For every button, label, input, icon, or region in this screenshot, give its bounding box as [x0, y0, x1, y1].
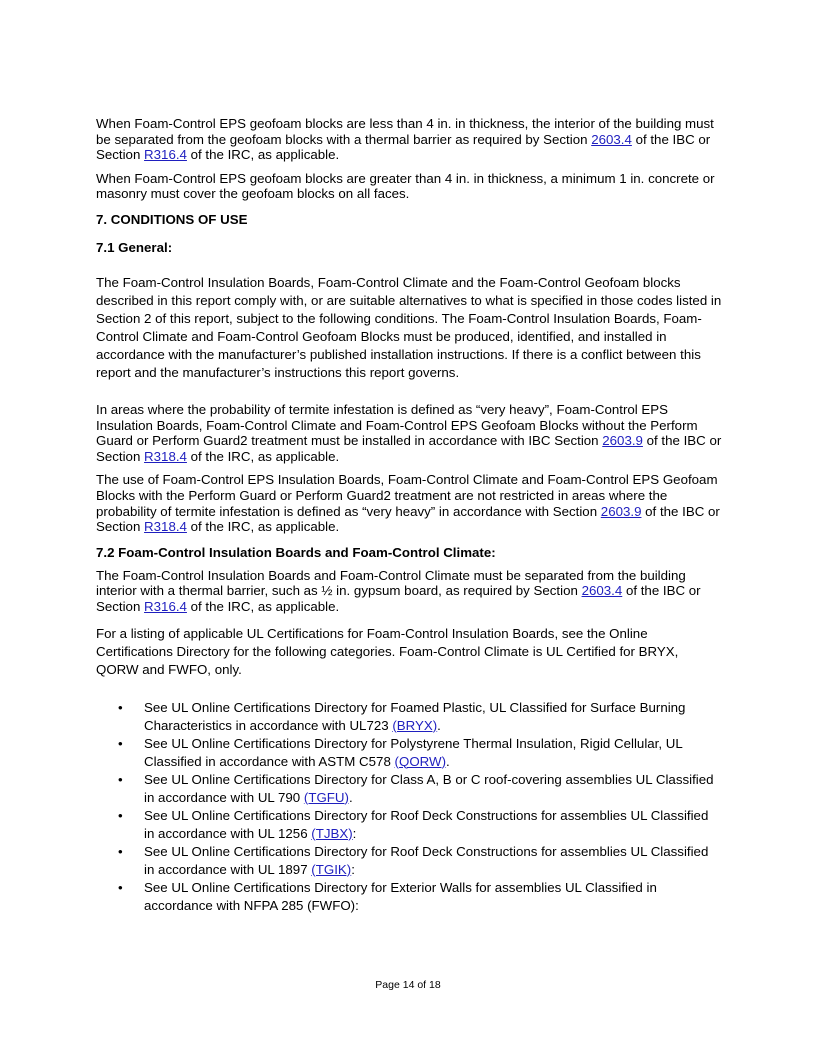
page-number-footer: Page 14 of 18 — [375, 979, 441, 991]
subsection-heading-insulation-boards: 7.2 Foam-Control Insulation Boards and Foam-Control Climate: — [96, 544, 496, 560]
bullet-icon: • — [118, 843, 123, 859]
list-item: • See UL Online Certifications Directory for Roof Deck Constructions for assemblies UL Classified in accordance with UL 1256 (TJBX): — [118, 807, 709, 841]
list-item: • See UL Online Certifications Directory for Exterior Walls for assemblies UL Classified in accordance with NFPA 285 (FWFO): — [118, 879, 657, 913]
list-item: • See UL Online Certifications Directory for Class A, B or C roof-covering assemblies UL Classified in accordance with UL 790 (TGFU). — [118, 771, 714, 805]
link-ibc-2603-9[interactable]: 2603.9 — [600, 503, 642, 519]
paragraph-general-compliance: The Foam-Control Insulation Boards, Foam-Control Climate and the Foam-Control Geofoam blocks described in this report comply with, or are suitable alternatives to what is specified in those codes listed in Section 2 of this report, subject to the following conditions. The Foam-Control Insulation Boards, Foam-Control Climate and Foam-Control Geofoam Blocks must be produced, identified, and installed in accordance with the manufacturer’s published installation instructions. If there is a conflict between this report and the manufacturer’s instructions this report governs. — [96, 274, 722, 380]
list-item: • See UL Online Certifications Directory for Foamed Plastic, UL Classified for Surface Burning Characteristics in accordance with UL723 (BRYX). — [118, 699, 686, 733]
paragraph-ul-listing: For a listing of applicable UL Certifications for Foam-Control Insulation Boards, see the Online Certifications Directory for the following categories. Foam-Control Climate is UL Certified for BRYX, QORW and FWFO, only. — [96, 625, 679, 677]
link-tjbx[interactable]: (TJBX) — [311, 825, 353, 841]
paragraph-termite-untreated: In areas where the probability of termite infestation is defined as “very heavy”, Foam-Control EPS Insulation Boards, Foam-Control Climate and Foam-Control EPS Geofoam Blocks without the Perform Guard or Perform Guard2 treatment must be installed in accordance with IBC Section 2603.9 of the IBC or Section R318.4 of the IRC, as applicable. — [96, 401, 722, 464]
link-ibc-2603-4[interactable]: 2603.4 — [591, 131, 632, 147]
ul-certifications-list — [96, 699, 722, 915]
paragraph-geofoam-thick: When Foam-Control EPS geofoam blocks are greater than 4 in. in thickness, a minimum 1 in. concrete or masonry must cover the geofoam blocks on all faces. — [96, 170, 715, 202]
paragraph-termite-treated: The use of Foam-Control EPS Insulation Boards, Foam-Control Climate and Foam-Control EPS Geofoam Blocks with the Perform Guard or Perform Guard2 treatment are not restricted in areas where the probability of termite infestation is defined as “very heavy” in accordance with Section 2603.9 of the IBC or Section R318.4 of the IRC, as applicable. — [96, 472, 720, 535]
paragraph-thermal-barrier: The Foam-Control Insulation Boards and Foam-Control Climate must be separated from the building interior with a thermal barrier, such as ½ in. gypsum board, as required by Section 2603.4 of the IBC or Section R316.4 of the IRC, as applicable. — [96, 567, 701, 614]
section-heading-conditions-of-use: 7. CONDITIONS OF USE — [96, 211, 248, 227]
link-irc-r316-4[interactable]: R316.4 — [144, 147, 187, 163]
link-bryx[interactable]: (BRYX) — [392, 717, 438, 733]
page-body — [96, 116, 722, 915]
list-item: • See UL Online Certifications Directory for Roof Deck Constructions for assemblies UL Classified in accordance with UL 1897 (TGIK): — [118, 843, 709, 877]
bullet-icon: • — [118, 699, 123, 715]
paragraph-geofoam-thin: When Foam-Control EPS geofoam blocks are less than 4 in. in thickness, the interior of the building must be separated from the geofoam blocks with a thermal barrier as required by Section 2603.4 of the IBC or Section R316.4 of the IRC, as applicable. — [96, 116, 714, 163]
link-tgik[interactable]: (TGIK) — [311, 861, 352, 877]
link-irc-r318-4[interactable]: R318.4 — [144, 519, 187, 535]
link-tgfu[interactable]: (TGFU) — [303, 789, 349, 805]
bullet-icon: • — [118, 771, 123, 787]
list-item: • See UL Online Certifications Directory for Polystyrene Thermal Insulation, Rigid Cellular, UL Classified in accordance with ASTM C578 (QORW). — [118, 735, 683, 769]
link-ibc-2603-9[interactable]: 2603.9 — [602, 433, 643, 449]
link-ibc-2603-4[interactable]: 2603.4 — [581, 583, 623, 599]
bullet-icon: • — [118, 807, 123, 823]
subsection-heading-general: 7.1 General: — [96, 239, 173, 255]
link-irc-r316-4[interactable]: R316.4 — [144, 598, 187, 614]
bullet-icon: • — [118, 879, 123, 895]
link-qorw[interactable]: (QORW) — [394, 753, 447, 769]
bullet-icon: • — [118, 735, 123, 751]
link-irc-r318-4[interactable]: R318.4 — [144, 448, 187, 464]
